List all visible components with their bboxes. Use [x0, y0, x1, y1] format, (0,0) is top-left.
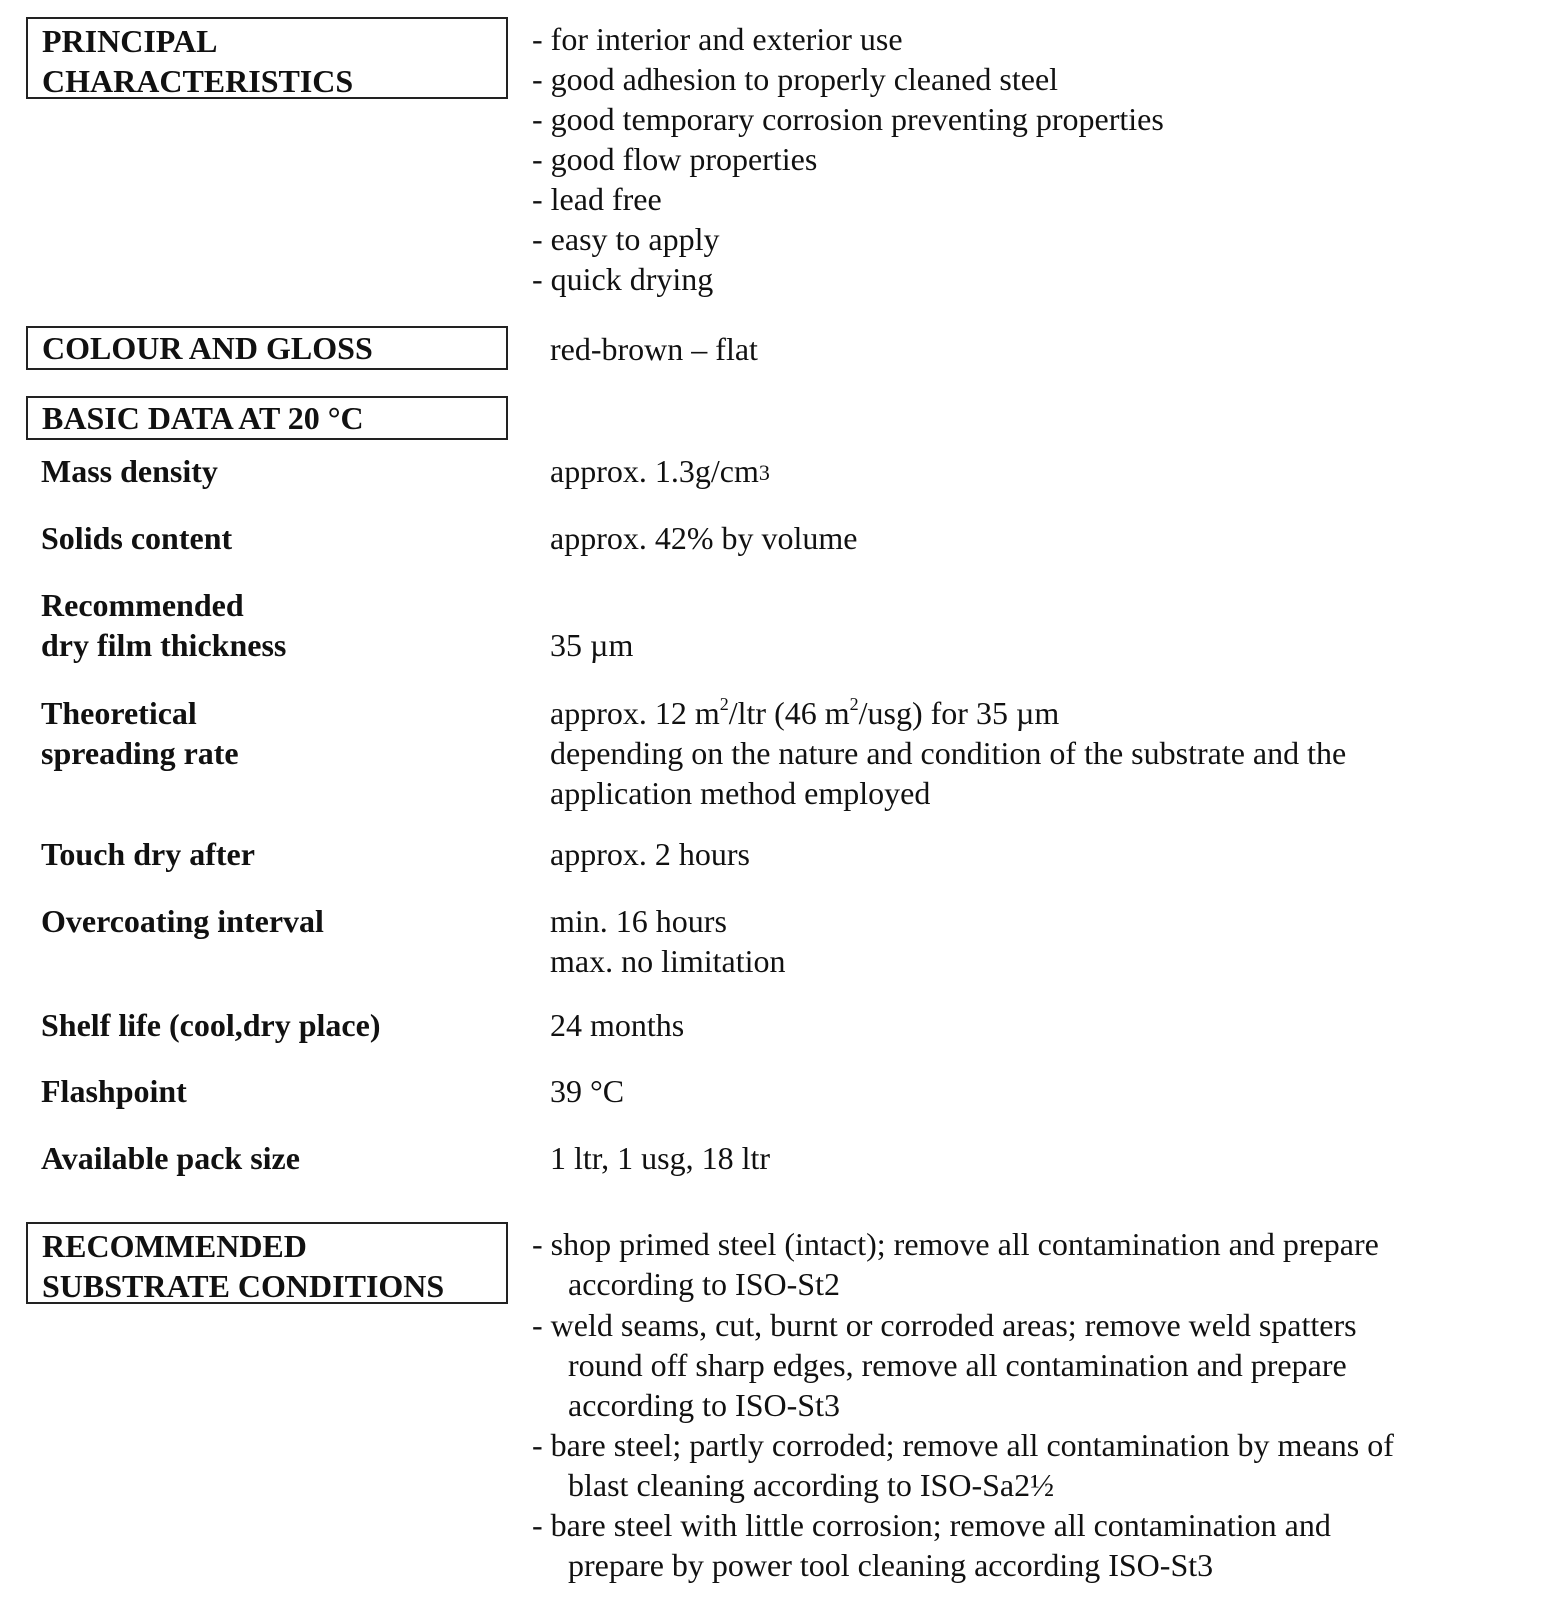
label-line: Theoretical [41, 695, 197, 731]
value-line: application method employed [550, 775, 931, 811]
list-item [532, 1224, 1394, 1304]
overcoating-label: Overcoating interval [41, 903, 324, 939]
basic-data-heading: BASIC DATA AT 20 °C [26, 396, 508, 440]
value-line [550, 693, 1346, 733]
item-line: - bare steel with little corrosion; remove all contamination and [532, 1507, 1331, 1543]
colour-gloss-heading: COLOUR AND GLOSS [26, 326, 508, 370]
list-item: - quick drying [532, 261, 714, 297]
list-item: - good adhesion to properly cleaned steel [532, 61, 1059, 97]
item-line: prepare by power tool cleaning according ISO-St3 [568, 1547, 1214, 1583]
overcoating-value [550, 901, 786, 981]
touch-dry-label: Touch dry after [41, 836, 255, 872]
solids-content-label: Solids content [41, 520, 233, 556]
substrate-conditions-list [532, 1224, 1394, 1585]
spreading-rate-value [550, 693, 1346, 813]
item-line: - bare steel; partly corroded; remove all contamination by means of [532, 1427, 1394, 1463]
value-line: min. 16 hours [550, 903, 727, 939]
principal-characteristics-list [532, 19, 1164, 299]
item-line: - weld seams, cut, burnt or corroded areas; remove weld spatters [532, 1307, 1357, 1343]
value-line: max. no limitation [550, 943, 786, 979]
list-item: - for interior and exterior use [532, 21, 903, 57]
shelf-life-value: 24 months [550, 1007, 685, 1043]
list-item [532, 1505, 1394, 1585]
superscript: 2 [849, 694, 859, 714]
list-item: - good flow properties [532, 141, 818, 177]
shelf-life-label: Shelf life (cool,dry place) [41, 1007, 381, 1043]
spreading-rate-label [41, 693, 239, 773]
list-item [532, 1425, 1394, 1505]
item-line: according to ISO-St3 [568, 1387, 840, 1423]
touch-dry-value: approx. 2 hours [550, 836, 750, 872]
pack-size-label: Available pack size [41, 1140, 300, 1176]
flashpoint-value: 39 °C [550, 1073, 625, 1109]
principal-characteristics-heading [26, 17, 508, 99]
heading-line: SUBSTRATE CONDITIONS [42, 1268, 445, 1304]
pack-size-value: 1 ltr, 1 usg, 18 ltr [550, 1140, 771, 1176]
label-line: spreading rate [41, 735, 239, 771]
value-text: approx. 1.3g/cm [550, 453, 759, 489]
item-line: round off sharp edges, remove all contamination and prepare [568, 1347, 1347, 1383]
mass-density-label: Mass density [41, 453, 218, 489]
heading-line: RECOMMENDED [42, 1228, 307, 1264]
superscript: 3 [758, 460, 770, 485]
solids-content-value: approx. 42% by volume [550, 520, 858, 556]
colour-gloss-value: red-brown – flat [550, 331, 758, 367]
item-line: - shop primed steel (intact); remove all contamination and prepare [532, 1226, 1379, 1262]
label-line: Recommended [41, 587, 244, 623]
value-line: depending on the nature and condition of the substrate and the [550, 735, 1347, 771]
mass-density-value [550, 451, 770, 493]
list-item: - easy to apply [532, 221, 720, 257]
dft-label [41, 585, 286, 665]
flashpoint-label: Flashpoint [41, 1073, 187, 1109]
list-item [532, 1305, 1394, 1425]
value-text: approx. 12 m [550, 695, 720, 731]
list-item: - lead free [532, 181, 662, 217]
value-text: /ltr (46 m [728, 695, 850, 731]
label-line: dry film thickness [41, 627, 287, 663]
list-item: - good temporary corrosion preventing properties [532, 101, 1164, 137]
substrate-conditions-heading [26, 1222, 508, 1304]
heading-line: PRINCIPAL [42, 23, 218, 59]
value-text: /usg) for 35 µm [858, 695, 1060, 731]
item-line: blast cleaning according to ISO-Sa2½ [568, 1467, 1055, 1503]
item-line: according to ISO-St2 [568, 1266, 840, 1302]
superscript: 2 [719, 694, 729, 714]
heading-line: CHARACTERISTICS [42, 63, 354, 99]
dft-value: 35 µm [550, 627, 634, 663]
